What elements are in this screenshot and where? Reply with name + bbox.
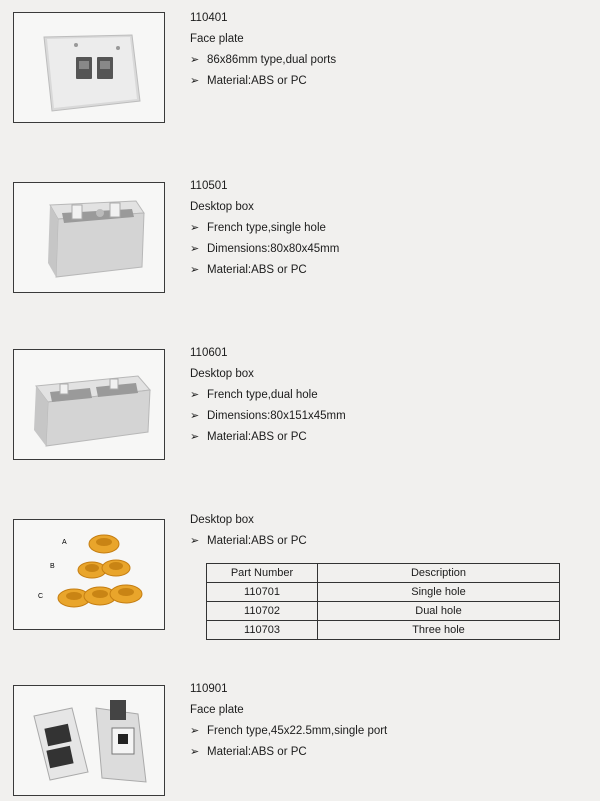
feature-text: 86x86mm type,dual ports <box>207 54 337 66</box>
feature-text: French type,single hole <box>207 222 326 234</box>
product-image-face-plate-dual <box>13 12 165 123</box>
feature-text: Material:ABS or PC <box>207 535 307 547</box>
table-row <box>207 621 560 640</box>
feature-text: Dimensions:80x80x45mm <box>207 243 340 255</box>
product-image-face-plate-single <box>13 685 165 796</box>
feature-item <box>190 239 339 260</box>
feature-text: Material:ABS or PC <box>207 75 307 87</box>
feature-text: French type,45x22.5mm,single port <box>207 725 388 737</box>
arrow-bullet-icon: ➢ <box>190 725 200 737</box>
image-label-b: B <box>50 563 55 570</box>
feature-item <box>190 50 336 71</box>
feature-item <box>190 218 339 239</box>
product-name: Face plate <box>190 33 244 45</box>
image-label-a: A <box>62 539 67 546</box>
product-code: 110601 <box>190 347 228 359</box>
feature-item <box>190 71 336 92</box>
arrow-bullet-icon: ➢ <box>190 535 200 547</box>
arrow-bullet-icon: ➢ <box>190 264 200 276</box>
feature-item <box>190 721 387 742</box>
part-number-cell: 110703 <box>207 621 318 640</box>
product-image-desktop-box-single <box>13 182 165 293</box>
arrow-bullet-icon: ➢ <box>190 746 200 758</box>
feature-text: Material:ABS or PC <box>207 264 307 276</box>
feature-text: Material:ABS or PC <box>207 431 307 443</box>
part-number-cell: 110701 <box>207 583 318 602</box>
product-code: 110501 <box>190 180 228 192</box>
description-cell: Three hole <box>318 621 560 640</box>
product-name: Face plate <box>190 704 244 716</box>
feature-text: French type,dual hole <box>207 389 318 401</box>
product-name: Desktop box <box>190 368 254 380</box>
feature-item <box>190 406 346 427</box>
feature-text: Dimensions:80x151x45mm <box>207 410 346 422</box>
feature-item <box>190 427 346 448</box>
product-image-desktop-box-dual <box>13 349 165 460</box>
feature-item <box>190 385 346 406</box>
arrow-bullet-icon: ➢ <box>190 389 200 401</box>
table-row <box>207 602 560 621</box>
arrow-bullet-icon: ➢ <box>190 243 200 255</box>
product-name: Desktop box <box>190 201 254 213</box>
column-header-description: Description <box>318 564 560 583</box>
product-image-yellow-boxes <box>13 519 165 630</box>
product-code: 110901 <box>190 683 228 695</box>
part-number-cell: 110702 <box>207 602 318 621</box>
arrow-bullet-icon: ➢ <box>190 75 200 87</box>
feature-item <box>190 260 339 281</box>
description-cell: Dual hole <box>318 602 560 621</box>
arrow-bullet-icon: ➢ <box>190 410 200 422</box>
product-code: 110401 <box>190 12 228 24</box>
parts-table <box>206 563 560 640</box>
product-name: Desktop box <box>190 514 254 526</box>
arrow-bullet-icon: ➢ <box>190 222 200 234</box>
description-cell: Single hole <box>318 583 560 602</box>
feature-text: Material:ABS or PC <box>207 746 307 758</box>
arrow-bullet-icon: ➢ <box>190 431 200 443</box>
image-label-c: C <box>38 593 44 600</box>
feature-item <box>190 742 387 763</box>
feature-item <box>190 531 307 552</box>
column-header-part-number: Part Number <box>207 564 318 583</box>
arrow-bullet-icon: ➢ <box>190 54 200 66</box>
table-row <box>207 583 560 602</box>
table-header-row <box>207 564 560 583</box>
